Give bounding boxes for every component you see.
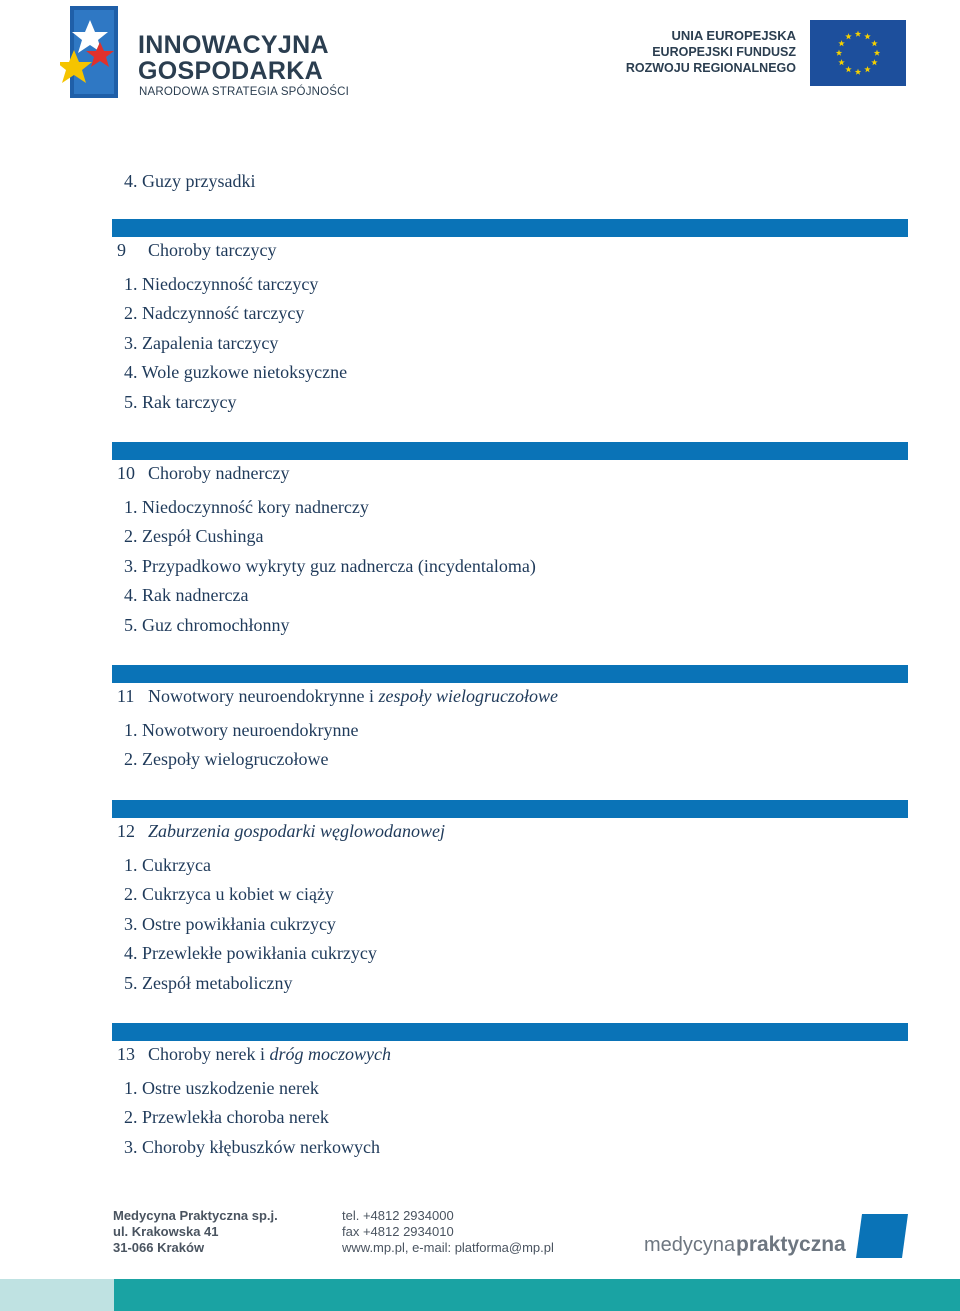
- section-list-item: 1. Cukrzyca: [124, 855, 211, 875]
- section-list-item: 2. Przewlekła choroba nerek: [124, 1107, 329, 1128]
- eu-flag-icon: [810, 20, 906, 86]
- footer-address: [113, 1208, 278, 1256]
- footer-fax: fax +4812 2934010: [342, 1224, 454, 1239]
- section-list-item: 2. Nadczynność tarczycy: [124, 303, 305, 324]
- footer-company: Medycyna Praktyczna sp.j.: [113, 1208, 278, 1223]
- logo-line-gospodarka: GOSPODARKA: [138, 57, 323, 85]
- section-list-item: 4. Wole guzkowe nietoksyczne: [124, 362, 348, 383]
- innowacyjna-gospodarka-flag-icon: [60, 6, 122, 98]
- section-list-item: 4. Rak nadnercza: [124, 585, 249, 606]
- section-title: [117, 239, 276, 261]
- section-title-text: Nowotwory neuroendokrynne i: [148, 686, 379, 706]
- section-title-text: Choroby tarczycy: [148, 240, 277, 260]
- section-list-item: 4. Przewlekłe powikłania cukrzycy: [124, 943, 377, 964]
- section-list-item: 3. Przypadkowo wykryty guz nadnercza (incydentaloma): [124, 555, 536, 576]
- section-title: [117, 685, 558, 707]
- bottom-strip-dark: [114, 1279, 960, 1311]
- footer-web-email: www.mp.pl, e-mail: platforma@mp.pl: [342, 1240, 554, 1255]
- bottom-strip-light: [0, 1279, 114, 1311]
- section-list-item: 2. Cukrzyca u kobiet w ciąży: [124, 884, 334, 905]
- footer-city: 31-066 Kraków: [113, 1240, 205, 1255]
- section-list-item: 2. Zespoły wielogruczołowe: [124, 749, 329, 770]
- section-title: [117, 820, 445, 842]
- footer-contact: [342, 1208, 554, 1256]
- section-list-item: 3. Choroby kłębuszków nerkowych: [124, 1136, 380, 1157]
- section-title-italic-text: Zaburzenia gospodarki węglowodanowej: [148, 821, 446, 841]
- innowacyjna-gospodarka-logo: [60, 6, 360, 102]
- footer-street: ul. Krakowska 41: [113, 1224, 219, 1239]
- section-divider-bar: [112, 1023, 908, 1041]
- section-list-item: 2. Zespół Cushinga: [124, 526, 264, 547]
- section-list-item: 1. Niedoczynność tarczycy: [124, 274, 319, 294]
- section-list-item: 5. Rak tarczycy: [124, 391, 237, 412]
- section-list-item: 5. Guz chromochłonny: [124, 614, 290, 635]
- section-divider-bar: [112, 219, 908, 237]
- brand-medycyna: medycyna: [644, 1234, 736, 1256]
- section-list-item: 1. Niedoczynność kory nadnerczy: [124, 497, 369, 517]
- section-divider-bar: [112, 665, 908, 683]
- section-number: 10: [117, 463, 135, 483]
- section-list-item: 1. Ostre uszkodzenie nerek: [124, 1078, 319, 1098]
- footer-tel: tel. +4812 2934000: [342, 1208, 454, 1223]
- eu-line-rozwoju: ROZWOJU REGIONALNEGO: [625, 61, 796, 75]
- section-title-text: Choroby nerek i: [148, 1044, 270, 1064]
- logo-line-innowacyjna: INNOWACYJNA: [138, 31, 329, 59]
- section-title: [117, 1043, 391, 1065]
- section-list-item: 1. Nowotwory neuroendokrynne: [124, 720, 359, 740]
- section-divider-bar: [112, 800, 908, 818]
- brand-praktyczna: praktyczna: [736, 1233, 846, 1256]
- section-list-item: 3. Zapalenia tarczycy: [124, 332, 279, 353]
- section-title-italic-text: dróg moczowych: [269, 1044, 391, 1064]
- bottom-decorative-strip: [0, 1279, 960, 1311]
- section-title-text: Choroby nadnerczy: [148, 463, 290, 483]
- section-number: 12: [117, 821, 135, 841]
- section-list-item: 3. Ostre powikłania cukrzycy: [124, 913, 336, 934]
- unia-europejska-logo: [625, 20, 906, 88]
- section-divider-bar: [112, 442, 908, 460]
- section-list-item: 5. Zespół metaboliczny: [124, 972, 293, 993]
- section-title-italic-text: zespoły wielogruczołowe: [378, 686, 558, 706]
- logo-line-strategia: NARODOWA STRATEGIA SPÓJNOŚCI: [139, 86, 350, 98]
- mp-logo-shape-icon: [852, 1214, 908, 1258]
- intro-list-item: 4. Guzy przysadki: [124, 171, 256, 191]
- section-number: 11: [117, 686, 135, 706]
- section-number: 13: [117, 1044, 135, 1064]
- section-title: [117, 462, 289, 484]
- eu-line-fundusz: EUROPEJSKI FUNDUSZ: [652, 45, 796, 59]
- eu-logo-text: [626, 28, 796, 76]
- eu-line-unia: UNIA EUROPEJSKA: [671, 28, 796, 43]
- section-number: 9: [117, 240, 126, 260]
- medycyna-praktyczna-logo: [644, 1214, 908, 1258]
